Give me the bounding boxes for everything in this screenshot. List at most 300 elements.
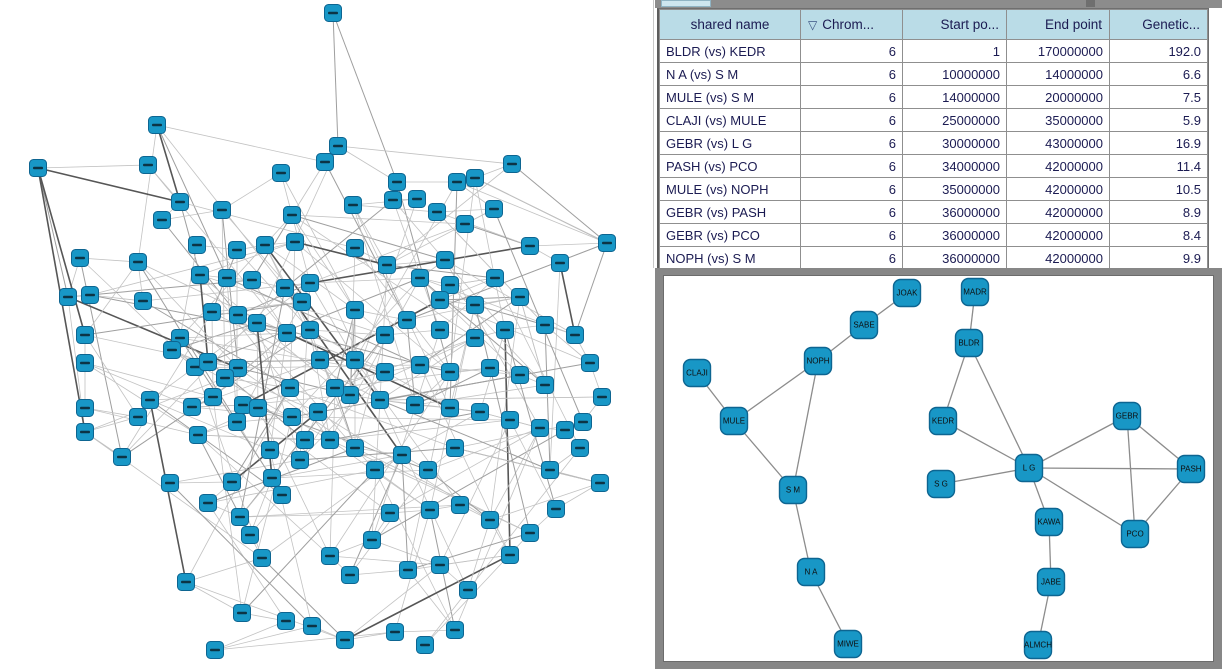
table-cell[interactable]: BLDR (vs) KEDR: [660, 40, 801, 63]
network-edge: [560, 263, 575, 335]
node-label: KEDR: [931, 416, 955, 426]
network-node[interactable]: [442, 364, 459, 381]
network-edge: [530, 243, 607, 246]
network-node[interactable]: [387, 624, 404, 641]
node-label: [282, 332, 292, 334]
table-row[interactable]: [660, 178, 1208, 201]
network-node[interactable]: [537, 377, 554, 394]
network-node[interactable]: [457, 216, 474, 233]
table-cell[interactable]: 1: [903, 40, 1007, 63]
network-node[interactable]: [460, 582, 477, 599]
network-node[interactable]: [432, 322, 449, 339]
network-node[interactable]: [442, 400, 459, 417]
network-node[interactable]: [552, 255, 569, 272]
node-label: [370, 469, 380, 471]
network-node[interactable]: [407, 397, 424, 414]
node-label: [333, 145, 343, 147]
network-node[interactable]: [342, 567, 359, 584]
table-cell[interactable]: 6: [801, 132, 903, 155]
network-edge[interactable]: [1029, 416, 1127, 468]
table-cell[interactable]: 6: [801, 155, 903, 178]
table-cell[interactable]: 25000000: [903, 109, 1007, 132]
subnetwork-node-miwe[interactable]: [835, 631, 862, 658]
column-header-genetic[interactable]: [1110, 10, 1208, 40]
network-node[interactable]: [487, 270, 504, 287]
network-node[interactable]: [447, 440, 464, 457]
node-label: [540, 384, 550, 386]
table-cell[interactable]: 8.9: [1110, 201, 1208, 224]
table-cell[interactable]: 36000000: [903, 247, 1007, 270]
node-label: [208, 396, 218, 398]
node-label: [470, 304, 480, 306]
network-node[interactable]: [292, 452, 309, 469]
network-node[interactable]: [542, 462, 559, 479]
network-node[interactable]: [229, 242, 246, 259]
network-node[interactable]: [207, 642, 224, 659]
table-cell[interactable]: 42000000: [1007, 224, 1110, 247]
node-label: [397, 454, 407, 456]
network-edge: [240, 513, 390, 517]
node-label: [402, 319, 412, 321]
column-header-shared-name[interactable]: [660, 10, 801, 40]
network-node[interactable]: [482, 512, 499, 529]
node-label: [190, 366, 200, 368]
network-node[interactable]: [379, 257, 396, 274]
network-node[interactable]: [304, 618, 321, 635]
network-node[interactable]: [337, 632, 354, 649]
subnetwork-node-noph[interactable]: [805, 348, 832, 375]
network-node[interactable]: [330, 138, 347, 155]
network-node[interactable]: [302, 275, 319, 292]
table-row[interactable]: [660, 247, 1208, 270]
network-node[interactable]: [432, 557, 449, 574]
network-node[interactable]: [82, 287, 99, 304]
table-cell[interactable]: MULE (vs) NOPH: [660, 178, 801, 201]
network-node[interactable]: [512, 367, 529, 384]
node-label: [505, 419, 515, 421]
subnetwork-node-n-a[interactable]: [798, 559, 825, 586]
node-label: [551, 508, 561, 510]
network-node[interactable]: [582, 355, 599, 372]
subnetwork-node-claji[interactable]: [684, 360, 711, 387]
network-node[interactable]: [264, 470, 281, 487]
subnetwork-panel-frame: [655, 268, 1222, 669]
node-label: MULE: [722, 416, 746, 426]
network-node[interactable]: [294, 294, 311, 311]
network-node[interactable]: [472, 404, 489, 421]
column-header-start-po[interactable]: [903, 10, 1007, 40]
node-label: [555, 262, 565, 264]
node-label: [505, 554, 515, 556]
subnetwork-node-s-m[interactable]: [780, 477, 807, 504]
network-node[interactable]: [572, 440, 589, 457]
table-cell[interactable]: 6: [801, 86, 903, 109]
network-node[interactable]: [420, 462, 437, 479]
table-cell[interactable]: 11.4: [1110, 155, 1208, 178]
network-node[interactable]: [192, 267, 209, 284]
subnetwork-node-jabe[interactable]: [1038, 569, 1065, 596]
subnetwork-node-sabe[interactable]: [851, 312, 878, 339]
network-node[interactable]: [244, 272, 261, 289]
subnetwork-node-madr[interactable]: [962, 279, 989, 306]
network-node[interactable]: [522, 525, 539, 542]
network-node[interactable]: [278, 613, 295, 630]
network-node[interactable]: [497, 322, 514, 339]
network-node[interactable]: [130, 254, 147, 271]
node-label: [133, 261, 143, 263]
network-node[interactable]: [486, 201, 503, 218]
network-node[interactable]: [257, 237, 274, 254]
subnetwork-panel: [664, 276, 1213, 661]
network-node[interactable]: [232, 509, 249, 526]
network-node[interactable]: [130, 409, 147, 426]
network-node[interactable]: [189, 237, 206, 254]
table-row[interactable]: [660, 132, 1208, 155]
node-label: [138, 300, 148, 302]
network-node[interactable]: [172, 194, 189, 211]
table-row[interactable]: [660, 63, 1208, 86]
network-node[interactable]: [204, 304, 221, 321]
table-cell[interactable]: 42000000: [1007, 155, 1110, 178]
network-node[interactable]: [234, 605, 251, 622]
network-node[interactable]: [327, 380, 344, 397]
table-cell[interactable]: 16.9: [1110, 132, 1208, 155]
node-label: [425, 509, 435, 511]
network-edge[interactable]: [1127, 416, 1135, 534]
table-cell[interactable]: 170000000: [1007, 40, 1110, 63]
network-node[interactable]: [548, 501, 565, 518]
network-node[interactable]: [409, 191, 426, 208]
subnetwork-node-pash[interactable]: [1178, 456, 1205, 483]
table-cell[interactable]: 6.6: [1110, 63, 1208, 86]
network-edge[interactable]: [969, 343, 1029, 468]
network-node[interactable]: [273, 165, 290, 182]
node-label: [490, 277, 500, 279]
node-label: [320, 161, 330, 163]
network-node[interactable]: [164, 342, 181, 359]
network-node[interactable]: [367, 462, 384, 479]
network-node[interactable]: [279, 325, 296, 342]
network-node[interactable]: [364, 532, 381, 549]
table-cell[interactable]: 7.5: [1110, 86, 1208, 109]
node-label: [348, 204, 358, 206]
network-node[interactable]: [135, 293, 152, 310]
node-label: [340, 639, 350, 641]
network-node[interactable]: [429, 204, 446, 221]
table-row[interactable]: [660, 201, 1208, 224]
network-node[interactable]: [77, 355, 94, 372]
table-cell[interactable]: 5.9: [1110, 109, 1208, 132]
network-node[interactable]: [575, 414, 592, 431]
table-cell[interactable]: GEBR (vs) PASH: [660, 201, 801, 224]
network-node[interactable]: [482, 360, 499, 377]
network-node[interactable]: [287, 234, 304, 251]
network-node[interactable]: [230, 307, 247, 324]
table-row[interactable]: [660, 40, 1208, 63]
table-cell[interactable]: 6: [801, 247, 903, 270]
table-cell[interactable]: 6: [801, 109, 903, 132]
table-cell[interactable]: 42000000: [1007, 201, 1110, 224]
network-node[interactable]: [504, 156, 521, 173]
network-node[interactable]: [502, 412, 519, 429]
table-cell[interactable]: MULE (vs) S M: [660, 86, 801, 109]
network-node[interactable]: [347, 240, 364, 257]
network-node[interactable]: [347, 302, 364, 319]
network-node[interactable]: [452, 497, 469, 514]
table-cell[interactable]: 6: [801, 63, 903, 86]
table-cell[interactable]: 42000000: [1007, 247, 1110, 270]
table-cell[interactable]: 8.4: [1110, 224, 1208, 247]
table-row[interactable]: [660, 155, 1208, 178]
network-node[interactable]: [325, 5, 342, 22]
table-cell[interactable]: NOPH (vs) S M: [660, 247, 801, 270]
network-node[interactable]: [377, 327, 394, 344]
network-node[interactable]: [229, 414, 246, 431]
network-node[interactable]: [72, 250, 89, 267]
table-scrollbar-thumb[interactable]: [661, 0, 711, 7]
network-node[interactable]: [532, 420, 549, 437]
node-label: [117, 456, 127, 458]
column-header-end-point[interactable]: [1007, 10, 1110, 40]
network-node[interactable]: [467, 297, 484, 314]
subnetwork-node-pco[interactable]: [1122, 521, 1149, 548]
network-node[interactable]: [200, 354, 217, 371]
network-node[interactable]: [599, 235, 616, 252]
table-cell[interactable]: 10.5: [1110, 178, 1208, 201]
node-label: [203, 502, 213, 504]
table-cell[interactable]: GEBR (vs) PCO: [660, 224, 801, 247]
network-node[interactable]: [400, 562, 417, 579]
node-label: [485, 367, 495, 369]
network-node[interactable]: [412, 357, 429, 374]
network-node[interactable]: [347, 352, 364, 369]
subnetwork-node-s-g[interactable]: [928, 471, 955, 498]
network-node[interactable]: [178, 574, 195, 591]
node-label: SABE: [853, 320, 875, 330]
network-edge: [180, 245, 197, 338]
node-label: [80, 334, 90, 336]
table-row[interactable]: [660, 224, 1208, 247]
network-node[interactable]: [594, 389, 611, 406]
network-node[interactable]: [250, 400, 267, 417]
network-node[interactable]: [447, 622, 464, 639]
subnetwork-node-l-g[interactable]: [1016, 455, 1043, 482]
network-node[interactable]: [512, 289, 529, 306]
network-node[interactable]: [282, 380, 299, 397]
network-node[interactable]: [467, 170, 484, 187]
table-cell[interactable]: 9.9: [1110, 247, 1208, 270]
table-cell[interactable]: 6: [801, 201, 903, 224]
table-row[interactable]: [660, 109, 1208, 132]
network-node[interactable]: [317, 154, 334, 171]
table-cell[interactable]: GEBR (vs) L G: [660, 132, 801, 155]
node-label: [192, 244, 202, 246]
network-node[interactable]: [154, 212, 171, 229]
network-edge[interactable]: [793, 361, 818, 490]
network-node[interactable]: [422, 502, 439, 519]
network-node[interactable]: [142, 392, 159, 409]
node-label: N A: [804, 567, 818, 577]
table-cell[interactable]: N A (vs) S M: [660, 63, 801, 86]
table-cell[interactable]: 6: [801, 178, 903, 201]
table-scrollbar-notch: [1086, 0, 1095, 7]
node-label: [345, 574, 355, 576]
table-scrollbar-track[interactable]: [655, 0, 1222, 8]
table-cell[interactable]: 14000000: [903, 86, 1007, 109]
column-header-chrom[interactable]: [801, 10, 903, 40]
network-node[interactable]: [217, 370, 234, 387]
network-node[interactable]: [205, 389, 222, 406]
table-row[interactable]: [660, 86, 1208, 109]
edge-attribute-table-panel: [657, 8, 1209, 271]
node-label: [575, 447, 585, 449]
subnetwork-node-joak[interactable]: [894, 280, 921, 307]
column-header-label: Genetic...: [1142, 17, 1200, 32]
network-node[interactable]: [310, 404, 327, 421]
table-cell[interactable]: 30000000: [903, 132, 1007, 155]
subnetwork-canvas[interactable]: [664, 276, 1213, 661]
network-node[interactable]: [77, 400, 94, 417]
network-node[interactable]: [77, 327, 94, 344]
subnetwork-node-kedr[interactable]: [930, 408, 957, 435]
node-label: S M: [785, 485, 801, 495]
table-cell[interactable]: 35000000: [1007, 109, 1110, 132]
node-label: [515, 374, 525, 376]
network-node[interactable]: [140, 157, 157, 174]
node-label: [195, 274, 205, 276]
subnetwork-node-kawa[interactable]: [1036, 509, 1063, 536]
network-node[interactable]: [342, 387, 359, 404]
network-node[interactable]: [437, 252, 454, 269]
table-cell[interactable]: 6: [801, 224, 903, 247]
network-node[interactable]: [224, 474, 241, 491]
subnetwork-node-bldr[interactable]: [956, 330, 983, 357]
table-cell[interactable]: 192.0: [1110, 40, 1208, 63]
network-node[interactable]: [60, 289, 77, 306]
network-node[interactable]: [502, 547, 519, 564]
filter-icon[interactable]: ▽: [808, 18, 818, 32]
network-node[interactable]: [399, 312, 416, 329]
network-node[interactable]: [114, 449, 131, 466]
network-node[interactable]: [567, 327, 584, 344]
node-label: [305, 282, 315, 284]
network-node[interactable]: [557, 422, 574, 439]
network-node[interactable]: [467, 330, 484, 347]
network-node[interactable]: [284, 409, 301, 426]
node-label: [165, 482, 175, 484]
network-node[interactable]: [417, 637, 434, 654]
network-node[interactable]: [377, 364, 394, 381]
network-node[interactable]: [77, 424, 94, 441]
table-cell[interactable]: PASH (vs) PCO: [660, 155, 801, 178]
network-node[interactable]: [302, 322, 319, 339]
table-cell[interactable]: 6: [801, 40, 903, 63]
table-cell[interactable]: 34000000: [903, 155, 1007, 178]
network-node[interactable]: [412, 270, 429, 287]
network-node[interactable]: [385, 192, 402, 209]
network-node[interactable]: [242, 527, 259, 544]
node-label: [585, 362, 595, 364]
table-cell[interactable]: CLAJI (vs) MULE: [660, 109, 801, 132]
node-label: MIWE: [837, 639, 859, 649]
node-label: CLAJI: [686, 368, 708, 378]
node-label: [382, 264, 392, 266]
network-node[interactable]: [372, 392, 389, 409]
table-cell[interactable]: 35000000: [903, 178, 1007, 201]
network-node[interactable]: [235, 397, 252, 414]
network-node[interactable]: [30, 160, 47, 177]
network-node[interactable]: [277, 280, 294, 297]
network-node[interactable]: [219, 270, 236, 287]
table-cell[interactable]: 14000000: [1007, 63, 1110, 86]
network-node[interactable]: [184, 399, 201, 416]
network-node[interactable]: [382, 505, 399, 522]
column-header-label: shared name: [690, 17, 770, 32]
table-cell[interactable]: 36000000: [903, 201, 1007, 224]
network-node[interactable]: [254, 550, 271, 567]
network-node[interactable]: [394, 447, 411, 464]
network-edge: [157, 125, 180, 202]
network-node[interactable]: [274, 487, 291, 504]
network-node[interactable]: [262, 442, 279, 459]
network-edge: [333, 13, 397, 182]
network-node[interactable]: [162, 475, 179, 492]
node-label: [445, 371, 455, 373]
subnetwork-node-almch[interactable]: [1024, 632, 1052, 659]
node-label: [133, 416, 143, 418]
network-edge[interactable]: [1029, 468, 1191, 469]
network-node[interactable]: [297, 432, 314, 449]
subnetwork-node-gebr[interactable]: [1114, 403, 1141, 430]
network-node[interactable]: [284, 207, 301, 224]
network-node[interactable]: [149, 117, 166, 134]
table-cell[interactable]: 42000000: [1007, 178, 1110, 201]
network-node[interactable]: [432, 292, 449, 309]
node-label: [207, 311, 217, 313]
network-node[interactable]: [522, 238, 539, 255]
node-label: [307, 625, 317, 627]
network-node[interactable]: [200, 495, 217, 512]
table-cell[interactable]: 10000000: [903, 63, 1007, 86]
network-node[interactable]: [442, 277, 459, 294]
node-label: [277, 494, 287, 496]
subnetwork-node-mule[interactable]: [721, 408, 748, 435]
node-label: [450, 447, 460, 449]
network-node[interactable]: [214, 202, 231, 219]
node-label: [287, 416, 297, 418]
table-cell[interactable]: 36000000: [903, 224, 1007, 247]
network-node[interactable]: [389, 174, 406, 191]
node-label: [410, 404, 420, 406]
network-node[interactable]: [537, 317, 554, 334]
network-node[interactable]: [345, 197, 362, 214]
network-node[interactable]: [312, 352, 329, 369]
table-cell[interactable]: 20000000: [1007, 86, 1110, 109]
network-node[interactable]: [449, 174, 466, 191]
node-label: [578, 421, 588, 423]
table-cell[interactable]: 43000000: [1007, 132, 1110, 155]
network-node[interactable]: [347, 440, 364, 457]
network-node[interactable]: [322, 548, 339, 565]
node-label: [297, 301, 307, 303]
node-label: [237, 612, 247, 614]
network-node[interactable]: [322, 432, 339, 449]
node-label: [415, 277, 425, 279]
node-label: [367, 539, 377, 541]
network-node[interactable]: [592, 475, 609, 492]
network-node[interactable]: [249, 315, 266, 332]
network-node[interactable]: [190, 427, 207, 444]
